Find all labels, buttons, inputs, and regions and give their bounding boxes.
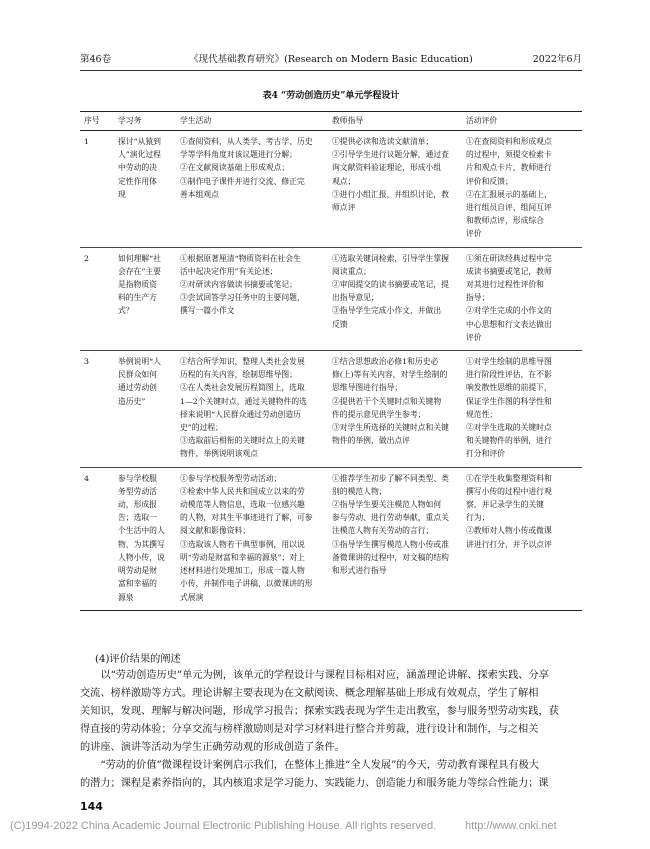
cnki-site-link[interactable]: http://www.cnki.net — [465, 820, 557, 832]
cell-activity — [176, 247, 328, 350]
cell-text-line: 动，形成报 — [118, 500, 157, 510]
cell-text-line: ②对学生完成的小作文的 — [466, 306, 552, 316]
table-row — [80, 467, 582, 610]
cell-activity — [176, 131, 328, 248]
cell-number: 4 — [80, 467, 114, 610]
cell-text-line: 进行组员自评、组间互评 — [466, 203, 552, 213]
cell-guidance — [328, 131, 462, 248]
paragraph-line: 交流、榜样激励等方式。理论讲解主要表现为在文献阅读、概念理解基础上形成有效观点，学生了解相 — [80, 688, 539, 699]
issue-date: 2022年6月 — [532, 54, 582, 65]
cell-text-line: 择来说明“人民群众通过劳动创造历 — [180, 409, 301, 419]
cell-text-line: 学等学科角度对该议题进行分解； — [180, 150, 297, 160]
cell-text-line: ①在学生收集整理资料和 — [466, 473, 552, 483]
cell-text-line: 行为； — [466, 513, 490, 523]
cell-text-line: 撰写小传的过程中进行观 — [466, 486, 552, 496]
column-header-evaluation: 活动评价 — [462, 112, 582, 131]
cell-text-line: 通过劳动创 — [118, 383, 157, 393]
paragraph-line: 的潜力；课程是素养指向的，其内核追求是学习能力、实践能力、创造能力和服务能力等综合性能力；课 — [80, 778, 549, 789]
cell-text-line: ②检索中华人民共和国成立以来的劳 — [180, 486, 305, 496]
column-header-activity: 学生活动 — [176, 112, 328, 131]
cell-text-line: ②提供若干个关键时点和关键物 — [332, 396, 442, 406]
cell-text-line: 片和观点卡片，教师进行 — [466, 163, 552, 173]
cell-text-line: 参与学校服 — [118, 473, 157, 483]
cell-evaluation — [462, 247, 582, 350]
cell-text-line: 物件，举例说明该观点 — [180, 449, 258, 459]
cell-text-line: ③指导学生完成小作文，并做出 — [332, 306, 442, 316]
cell-guidance — [328, 351, 462, 468]
table-row — [80, 131, 582, 248]
cell-text-line: 富和幸福的 — [118, 579, 157, 589]
cell-text-line: 讲进行打分，并予以点评 — [466, 539, 552, 549]
cell-text-line: 源泉 — [118, 592, 134, 602]
cell-text-line: ③指导学生撰写模范人物小传或准 — [332, 539, 449, 549]
column-header-number: 序号 — [80, 112, 114, 131]
cell-text-line: ②引导学生进行议题分解，通过查 — [332, 150, 449, 160]
cell-text-line: 备微课讲的过程中，对文稿的结构 — [332, 552, 449, 562]
cell-text-line: 规范性； — [466, 409, 498, 419]
body-paragraph — [80, 667, 582, 757]
cell-text-line: 式展演 — [180, 592, 204, 602]
cell-text-line: 会存在”主要 — [118, 266, 161, 276]
course-design-table — [80, 111, 582, 611]
cell-text-line: ②教师对人物小传或微课 — [466, 526, 552, 536]
header-rule — [80, 70, 582, 71]
cell-text-line: ②在文献阅读基础上形成观点； — [180, 163, 290, 173]
body-paragraph — [80, 757, 582, 793]
cell-text-line: ①提供必读和选读文献清单； — [332, 137, 434, 146]
cell-task — [114, 247, 176, 350]
cell-text-line: ①对学生绘制的思维导图 — [466, 357, 552, 367]
running-header — [80, 52, 582, 68]
cell-text-line: ②对研读内容做读书摘要或笔记； — [180, 280, 297, 290]
cell-number: 3 — [80, 351, 114, 468]
cell-text-line: ②审阅提交的读书摘要或笔记，提 — [332, 280, 449, 290]
cell-text-line: ①在查阅资料和形成观点 — [466, 137, 552, 146]
cell-text-line: 史”的过程； — [180, 423, 223, 433]
cell-text-line: ③选取该人物若干典型事例，用以说 — [180, 539, 305, 549]
cell-text-line: 活中起决定作用”有关论述； — [180, 266, 278, 276]
copyright-notice: (C)1994-2022 China Academic Journal Electronic Publishing House. All rights reserved. — [10, 820, 437, 832]
table-title: 表4 “劳动创造历史”单元学程设计 — [262, 91, 400, 101]
cell-text-line: 定性作用体 — [118, 176, 157, 186]
page-number: 144 — [80, 800, 103, 813]
paragraph-line: 以“劳动创造历史”单元为例，该单元的学程设计与课程目标相对应，涵盖理论讲解、探索实践、分享 — [100, 670, 549, 681]
cell-text-line: 的人物，对其生平事迹进行了解，可参 — [180, 513, 313, 523]
cell-text-line: 阅读重点； — [332, 266, 371, 276]
cell-text-line: ②指导学生要关注模范人物如何 — [332, 500, 442, 510]
cell-text-line: 注模范人物有关劳动的言行； — [332, 526, 434, 536]
journal-title: 《现代基础教育研究》(Research on Modern Basic Education) — [189, 54, 473, 65]
cell-text-line: 成读书摘要或笔记，教师 — [466, 266, 552, 276]
cell-text-line: 撰写一篇小作文 — [180, 306, 235, 316]
cell-text-line: ③对学生所选择的关键时点和关键 — [332, 423, 449, 433]
cell-text-line: ①结合思想政治必修1和历史必 — [332, 357, 439, 367]
cell-text-line: 观点； — [332, 176, 356, 186]
table-body — [80, 131, 582, 611]
cell-text-line: 探讨“从猿到 — [118, 137, 161, 146]
cell-text-line: 进行阶段性评估，在不影 — [466, 370, 552, 380]
cell-text-line: 打分和评价 — [466, 449, 505, 459]
cell-text-line: ①须在研读经典过程中完 — [466, 253, 552, 263]
cell-text-line: 历程的有关内容，绘制思维导图； — [180, 370, 297, 380]
cell-text-line: 明劳动是财 — [118, 566, 157, 576]
volume-label: 第46卷 — [80, 54, 112, 65]
cell-text-line: 的过程中，须提交检索卡 — [466, 150, 552, 160]
cell-text-line: 中劳动的决 — [118, 163, 157, 173]
cell-text-line: ③制作电子课件并进行交流、修正完 — [180, 176, 305, 186]
cell-text-line: 保证学生作图的科学性和 — [466, 396, 552, 406]
cell-text-line: 民群众如何 — [118, 370, 157, 380]
cell-text-line: 和形式进行指导 — [332, 566, 387, 576]
cell-activity — [176, 467, 328, 610]
cell-text-line: 修(上)等有关内容，对学生绘制的 — [332, 370, 448, 380]
cell-guidance — [328, 247, 462, 350]
cell-text-line: ③进行小组汇报，并组织讨论，教 — [332, 189, 449, 199]
cell-text-line: 1—2个关键时点，通过关键物件的选 — [180, 396, 307, 406]
cell-text-line: 和教师点评，形成综合 — [466, 216, 544, 226]
cell-text-line: 对其进行过程性评价和 — [466, 280, 544, 290]
cell-text-line: ①参与学校服务型劳动活动； — [180, 473, 282, 483]
cell-text-line: 人物小传，说 — [118, 552, 165, 562]
cell-text-line: ①选取关键词检索，引导学生掌握 — [332, 253, 449, 263]
cell-text-line: 务型劳动活 — [118, 486, 157, 496]
cell-text-line: 述材料进行处理加工，形成一篇人物 — [180, 566, 305, 576]
table-row — [80, 351, 582, 468]
cell-text-line: 阅文献和影像资料； — [180, 526, 251, 536]
cell-text-line: 询文献资料验证理论，形成小组 — [332, 163, 442, 173]
cell-text-line: 举例说明“人 — [118, 357, 161, 367]
cell-guidance — [328, 467, 462, 610]
cell-text-line: 思维导图进行指导； — [332, 383, 403, 393]
cell-text-line: 造历史” — [118, 396, 146, 406]
cell-text-line: 评价和反馈； — [466, 176, 513, 186]
cell-text-line: 料的生产方 — [118, 293, 157, 303]
cell-task — [114, 467, 176, 610]
cell-text-line: 出指导意见； — [332, 293, 379, 303]
cell-number: 2 — [80, 247, 114, 350]
section-subheading: (4)评价结果的阐述 — [95, 654, 181, 665]
paragraph-line: 关知识，发现、理解与解决问题，形成学习报告；探索实践表现为学生走出教室，参与服务型劳动实践，获 — [80, 706, 559, 717]
cell-text-line: 和关键物件的举例，进行 — [466, 436, 552, 446]
cell-text-line: 人”演化过程 — [118, 150, 161, 160]
cell-text-line: 别的模范人物； — [332, 486, 387, 496]
paragraph-line: 得直接的劳动体验；分享交流与榜样激励则是对学习材料进行整合并剪裁，进行设计和制作，与之相关 — [80, 724, 539, 735]
cell-text-line: ①推荐学生初步了解不同类型、类 — [332, 473, 449, 483]
cell-text-line: 评价 — [466, 229, 482, 239]
cell-text-line: 明“劳动是财富和幸福的源泉”；对上 — [180, 552, 305, 562]
cell-text-line: ③选取前后相衔的关键时点上的关键 — [180, 436, 305, 446]
table-header-row — [80, 112, 582, 131]
cell-text-line: ①查阅资料，从人类学、考古学、历史 — [180, 137, 313, 146]
cell-number: 1 — [80, 131, 114, 248]
cell-text-line: ②在汇报展示的基础上， — [466, 189, 552, 199]
cell-text-line: 如何理解“社 — [118, 253, 161, 263]
cell-text-line: 动模范等人物信息，选取一位感兴趣 — [180, 500, 305, 510]
cell-text-line: 告；选取一 — [118, 513, 157, 523]
cell-text-line: 式？ — [118, 306, 134, 316]
cell-text-line: 件的提示意见供学生参考； — [332, 409, 426, 419]
cell-text-line: 物，为其撰写 — [118, 539, 165, 549]
cell-text-line: ②在人类社会发展历程简图上，选取 — [180, 383, 305, 393]
cell-text-line: 是指物质资 — [118, 280, 157, 290]
column-header-guidance: 教师指导 — [328, 112, 462, 131]
cell-text-line: 现 — [118, 189, 126, 199]
cell-text-line: 反馈 — [332, 319, 348, 329]
cell-text-line: 中心思想和行文表达做出 — [466, 319, 552, 329]
cell-text-line: 评价 — [466, 332, 482, 342]
cell-evaluation — [462, 467, 582, 610]
cell-evaluation — [462, 351, 582, 468]
cell-text-line: 个生活中的人 — [118, 526, 165, 536]
cell-text-line: ①结合所学知识，整理人类社会发展 — [180, 357, 305, 367]
cell-text-line: ②对学生选取的关键时点 — [466, 423, 552, 433]
paragraph-line: “劳动的价值”微课程设计案例启示我们，在整体上推进“全人发展”的今天，劳动教育课程具有极大 — [100, 760, 539, 771]
cell-task — [114, 351, 176, 468]
cell-text-line: ③尝试回答学习任务中的主要问题， — [180, 293, 305, 303]
cell-text-line: 参与劳动、进行劳动奉献，重点关 — [332, 513, 449, 523]
cell-text-line: 响发散性思维的前提下， — [466, 383, 552, 393]
cell-text-line: 指导； — [466, 293, 490, 303]
cell-activity — [176, 351, 328, 468]
cell-text-line: 善本组观点 — [180, 189, 219, 199]
paragraph-line: 的讲座、演讲等活动为学生正确劳动观的形成创造了条件。 — [80, 742, 345, 753]
cell-text-line: ①根据原著厘清“物质资料在社会生 — [180, 253, 301, 263]
cell-task — [114, 131, 176, 248]
cell-text-line: 察，并记录学生的关键 — [466, 500, 544, 510]
cell-text-line: 物件的举例，做出点评 — [332, 436, 410, 446]
cell-text-line: 小传，并制作电子讲稿，以微课讲的形 — [180, 579, 313, 589]
cell-text-line: 师点评 — [332, 203, 356, 213]
table-row — [80, 247, 582, 350]
cell-evaluation — [462, 131, 582, 248]
column-header-task: 学习务 — [114, 112, 176, 131]
